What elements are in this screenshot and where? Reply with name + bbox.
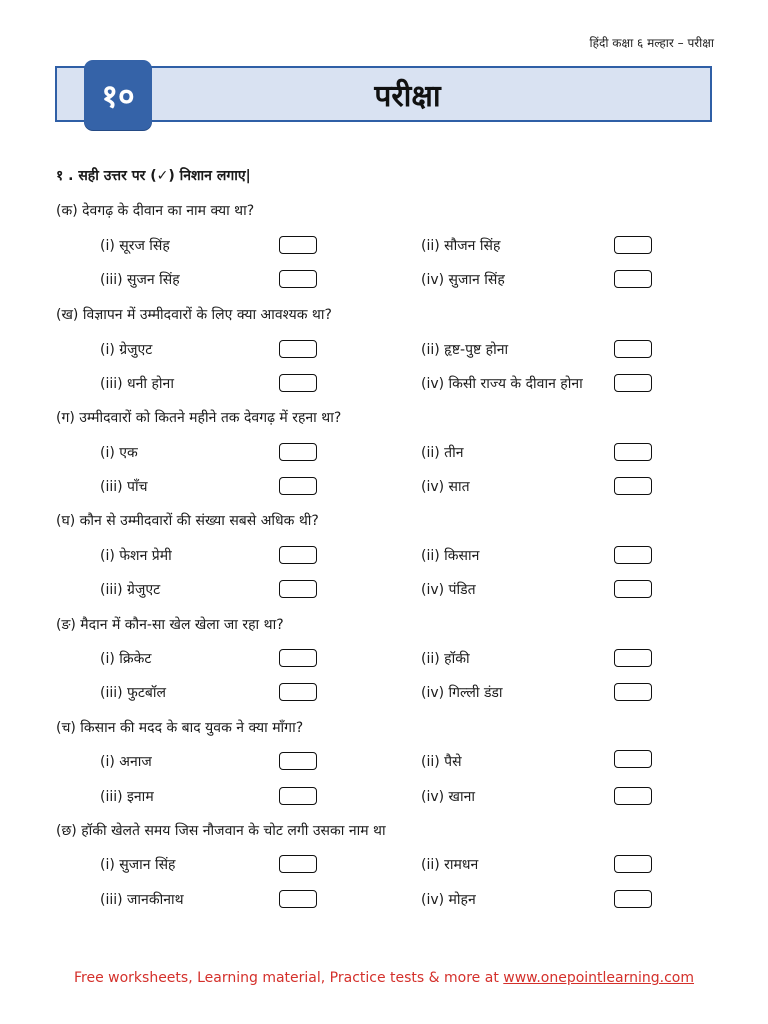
option-label: (iii) जानकीनाथ (100, 892, 184, 908)
answer-checkbox[interactable] (614, 750, 652, 768)
answer-checkbox[interactable] (279, 340, 317, 358)
option-label: (i) फेशन प्रेमी (100, 548, 172, 564)
answer-checkbox[interactable] (614, 649, 652, 667)
answer-checkbox[interactable] (279, 580, 317, 598)
chapter-number-badge: १० (84, 60, 152, 130)
question-cha: (च) किसान की मदद के बाद युवक ने क्या माँगा? (56, 720, 304, 736)
answer-checkbox[interactable] (614, 236, 652, 254)
answer-checkbox[interactable] (614, 546, 652, 564)
option-label: (ii) रामधन (421, 857, 479, 873)
option-label: (iii) इनाम (100, 789, 154, 805)
answer-checkbox[interactable] (279, 752, 317, 770)
option-label: (iv) पंडित (421, 582, 476, 598)
answer-checkbox[interactable] (614, 787, 652, 805)
answer-checkbox[interactable] (614, 340, 652, 358)
answer-checkbox[interactable] (614, 580, 652, 598)
answer-checkbox[interactable] (279, 374, 317, 392)
option-label: (ii) हृष्ट-पुष्ट होना (421, 342, 509, 358)
question-chha: (छ) हॉकी खेलते समय जिस नौजवान के चोट लगी उसका नाम था (56, 823, 386, 839)
answer-checkbox[interactable] (279, 477, 317, 495)
answer-checkbox[interactable] (279, 855, 317, 873)
answer-checkbox[interactable] (279, 683, 317, 701)
option-label: (iv) मोहन (421, 892, 476, 908)
option-label: (iv) गिल्ली डंडा (421, 685, 503, 701)
answer-checkbox[interactable] (614, 443, 652, 461)
answer-checkbox[interactable] (614, 270, 652, 288)
answer-checkbox[interactable] (614, 683, 652, 701)
option-label: (ii) पैसे (421, 754, 462, 770)
question-ka: (क) देवगढ़ के दीवान का नाम क्या था? (56, 203, 255, 219)
option-label: (iii) सुजन सिंह (100, 272, 180, 288)
option-label: (iii) फुटबॉल (100, 685, 167, 701)
question-ga: (ग) उम्मीदवारों को कितने महीने तक देवगढ़ में रहना था? (56, 410, 342, 426)
instruction: १ . सही उत्तर पर (✓) निशान लगाए| (56, 168, 251, 184)
option-label: (ii) किसान (421, 548, 480, 564)
option-label: (i) क्रिकेट (100, 651, 152, 667)
answer-checkbox[interactable] (279, 649, 317, 667)
answer-checkbox[interactable] (614, 477, 652, 495)
option-label: (iv) खाना (421, 789, 476, 805)
option-label: (ii) सौजन सिंह (421, 238, 501, 254)
footer (0, 970, 768, 986)
page-title: परीक्षा (374, 78, 441, 114)
option-label: (i) सुजान सिंह (100, 857, 176, 873)
option-label: (ii) तीन (421, 445, 464, 461)
header-subject-line: हिंदी कक्षा ६ मल्हार – परीक्षा (589, 36, 714, 50)
option-label: (iii) पाँच (100, 479, 148, 495)
option-label: (i) सूरज सिंह (100, 238, 170, 254)
option-label: (iii) धनी होना (100, 376, 174, 392)
answer-checkbox[interactable] (279, 890, 317, 908)
answer-checkbox[interactable] (279, 270, 317, 288)
question-nga: (ङ) मैदान में कौन-सा खेल खेला जा रहा था? (56, 617, 284, 633)
option-label: (i) ग्रेजुएट (100, 342, 153, 358)
answer-checkbox[interactable] (279, 443, 317, 461)
answer-checkbox[interactable] (614, 374, 652, 392)
option-label: (ii) हॉकी (421, 651, 470, 667)
question-kha: (ख) विज्ञापन में उम्मीदवारों के लिए क्या आवश्यक था? (56, 307, 332, 323)
answer-checkbox[interactable] (279, 787, 317, 805)
option-label: (iv) सात (421, 479, 470, 495)
answer-checkbox[interactable] (614, 890, 652, 908)
option-label: (iv) सुजान सिंह (421, 272, 505, 288)
option-label: (iv) किसी राज्य के दीवान होना (421, 376, 583, 392)
footer-website-link[interactable]: www.onepointlearning.com (503, 970, 695, 986)
option-label: (iii) ग्रेजुएट (100, 582, 161, 598)
answer-checkbox[interactable] (614, 855, 652, 873)
option-label: (i) अनाज (100, 754, 152, 770)
answer-checkbox[interactable] (279, 236, 317, 254)
footer-text: Free worksheets, Learning material, Practice tests & more at (73, 970, 504, 986)
answer-checkbox[interactable] (279, 546, 317, 564)
question-gha: (घ) कौन से उम्मीदवारों की संख्या सबसे अधिक थी? (56, 513, 319, 529)
option-label: (i) एक (100, 445, 138, 461)
